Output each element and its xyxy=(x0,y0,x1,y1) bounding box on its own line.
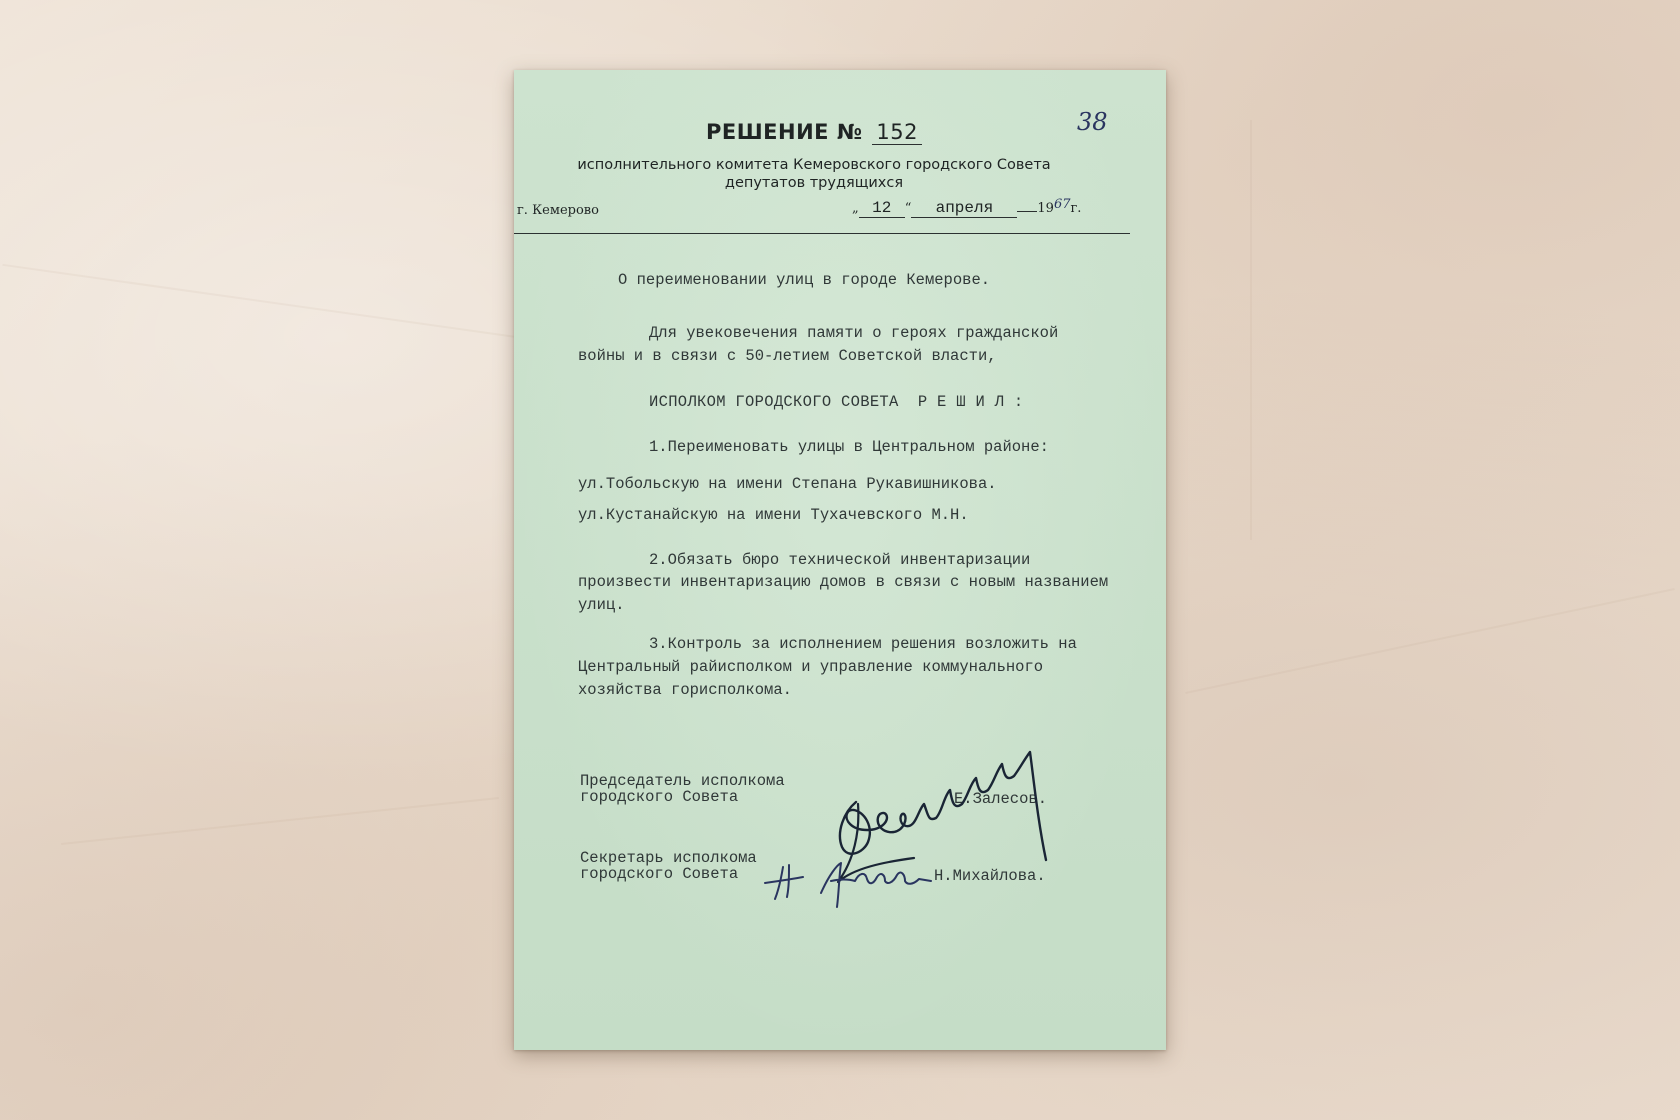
item-3-line: Центральный райисполком и управление коммунального xyxy=(578,658,1044,676)
chairman-name: Е.Залесов. xyxy=(954,790,1048,808)
date-year-mark: г. xyxy=(1070,201,1082,216)
subject-line: О переименовании улиц в городе Кемерове. xyxy=(618,271,991,289)
paper-crease xyxy=(2,264,517,338)
issuer-block xyxy=(514,156,1114,192)
chairman-label: Председатель исполкома городского Совета xyxy=(580,772,785,806)
paper-crease xyxy=(1185,588,1674,694)
item-3-line: 3.Контроль за исполнением решения возложить на xyxy=(649,635,1077,653)
header-rule xyxy=(514,233,1130,234)
street-rename-1: ул.Тобольскую на имени Степана Рукавишникова. xyxy=(578,475,997,493)
item-2-line: улиц. xyxy=(578,596,625,614)
item-2-line: произвести инвентаризацию домов в связи с новым названием xyxy=(578,573,1109,591)
document-date: „ 12 “ апреля $19^{67}г$. xyxy=(852,197,1082,217)
resolution-line: ИСПОЛКОМ ГОРОДСКОГО СОВЕТА Р Е Ш И Л : xyxy=(649,393,1024,411)
date-day: 12 xyxy=(859,199,905,218)
item-3-line: хозяйства горисполкома. xyxy=(578,681,792,699)
secretary-name: Н.Михайлова. xyxy=(934,867,1046,885)
city-label: г. Кемерово xyxy=(517,203,599,218)
secretary-label: Секретарь исполкома городского Совета xyxy=(580,849,757,883)
date-year-suffix: 67 xyxy=(1053,197,1071,212)
preamble-line: войны и в связи с 50-летием Советской власти, xyxy=(578,347,997,365)
paper-crease xyxy=(61,797,499,845)
document-sheet xyxy=(514,70,1166,1050)
date-year-prefix: 19 xyxy=(1037,201,1054,216)
item-2-line: 2.Обязать бюро технической инвентаризации xyxy=(649,551,1031,569)
decision-number: 152 xyxy=(872,120,922,145)
preamble-line: Для увековечения памяти о героях гражданской xyxy=(649,324,1059,342)
secretary-signature xyxy=(759,845,939,915)
item-1: 1.Переименовать улицы в Центральном районе: xyxy=(649,438,1049,456)
paper-crease xyxy=(1250,120,1252,540)
issuer-line: исполнительного комитета Кемеровского городского Совета xyxy=(577,157,1051,173)
folio-number: 38 xyxy=(1077,108,1108,136)
title-prefix: РЕШЕНИЕ № xyxy=(705,120,863,144)
street-rename-2: ул.Кустанайскую на имени Тухачевского М.Н. xyxy=(578,506,969,524)
date-month: апреля xyxy=(911,199,1017,218)
issuer-line: депутатов трудящихся xyxy=(724,175,904,191)
document-title xyxy=(514,120,1114,144)
